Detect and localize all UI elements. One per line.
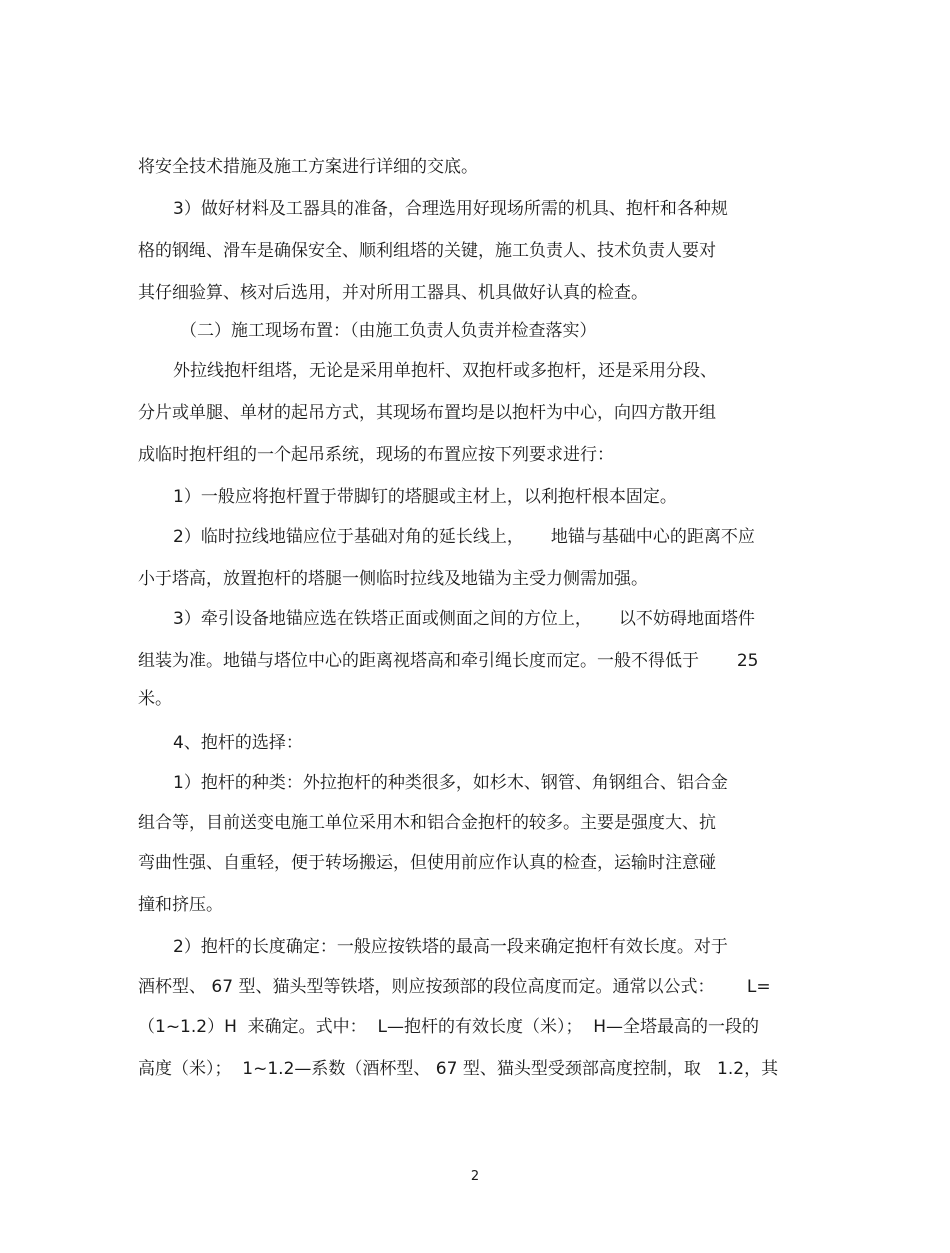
text-line: 1）抱杆的种类：外拉抱杆的种类很多，如杉木、钢管、角钢组合、铝合金 <box>173 773 728 793</box>
text-line: （1~1.2）H 来确定。式中： L—抱杆的有效长度（米）； H—全塔最高的一段的 <box>138 1017 760 1037</box>
text-line: 小于塔高，放置抱杆的塔腿一侧临时拉线及地锚为主受力侧需加强。 <box>138 569 648 589</box>
text-line: 弯曲性强、自重轻，便于转场搬运，但使用前应作认真的检查，运输时注意碰 <box>138 853 716 873</box>
page-number: 2 <box>470 1169 480 1184</box>
text-line: 组合等，目前送变电施工单位采用木和铝合金抱杆的较多。主要是强度大、抗 <box>138 813 716 833</box>
text-line: 格的钢绳、滑车是确保安全、顺利组塔的关键，施工负责人、技术负责人要对 <box>138 241 716 261</box>
text-line: 撞和挤压。 <box>138 895 223 915</box>
text-line: 成临时抱杆组的一个起吊系统，现场的布置应按下列要求进行： <box>138 445 614 465</box>
text-line: 将安全技术措施及施工方案进行详细的交底。 <box>138 157 478 177</box>
text-line: 1）一般应将抱杆置于带脚钉的塔腿或主材上，以利抱杆根本固定。 <box>173 487 677 507</box>
text-line: 高度（米）； 1~1.2—系数（酒杯型、 67 型、猫头型受颈部高度控制，取 1.2，其 <box>138 1059 779 1079</box>
text-line: 分片或单腿、单材的起吊方式，其现场布置均是以抱杆为中心，向四方散开组 <box>138 403 716 423</box>
text-line: 2）抱杆的长度确定：一般应按铁塔的最高一段来确定抱杆有效长度。对于 <box>173 937 728 957</box>
text-line: 3）牵引设备地锚应选在铁塔正面或侧面之间的方位上， 以不妨碍地面塔件 <box>173 609 755 629</box>
section-heading: （二）施工现场布置：（由施工负责人负责并检查落实） <box>180 321 597 341</box>
section-heading: 4、抱杆的选择： <box>173 733 303 753</box>
text-line: 组装为准。地锚与塔位中心的距离视塔高和牵引绳长度而定。一般不得低于 25 <box>138 651 759 671</box>
text-line: 其仔细验算、核对后选用，并对所用工器具、机具做好认真的检查。 <box>138 283 648 303</box>
text-line: 酒杯型、 67 型、猫头型等铁塔，则应按颈部的段位高度而定。通常以公式： L= <box>138 977 771 997</box>
text-line: 2）临时拉线地锚应位于基础对角的延长线上， 地锚与基础中心的距离不应 <box>173 527 755 547</box>
text-line: 3）做好材料及工器具的准备，合理选用好现场所需的机具、抱杆和各种规 <box>173 199 728 219</box>
text-line: 米。 <box>138 689 172 709</box>
text-line: 外拉线抱杆组塔，无论是采用单抱杆、双抱杆或多抱杆，还是采用分段、 <box>173 361 717 381</box>
